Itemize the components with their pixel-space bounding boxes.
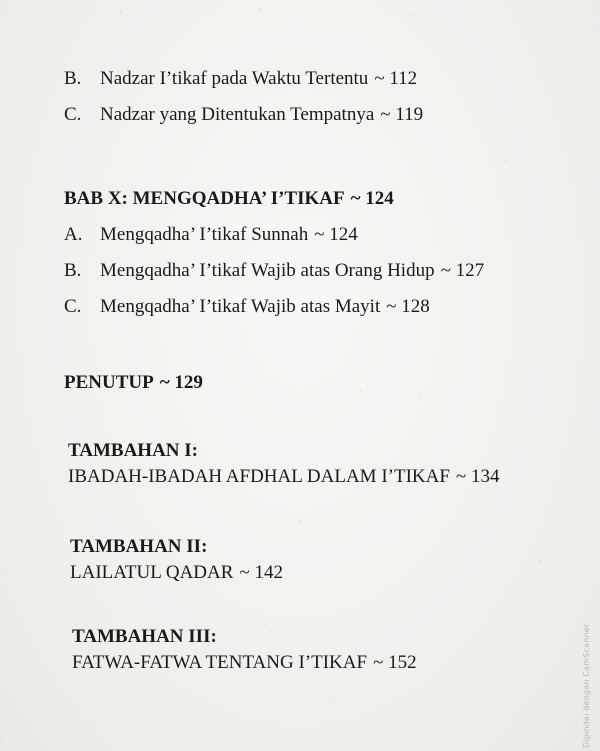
entry-title: Mengqadha’ I’tikaf Wajib atas Mayit <box>100 296 381 317</box>
appendix-label-text: TAMBAHAN II: <box>70 536 208 557</box>
appendix-page-number: 152 <box>388 652 417 673</box>
entry-page-number: 128 <box>401 296 430 317</box>
toc-entry <box>64 260 484 282</box>
appendix-title: IBADAH-IBADAH AFDHAL DALAM I’TIKAF <box>68 466 450 487</box>
entry-page-number: 124 <box>329 224 358 245</box>
toc-entry <box>64 296 430 318</box>
entry-separator: ~ <box>380 104 391 125</box>
entry-separator: ~ <box>440 260 451 281</box>
closing-heading <box>64 372 203 394</box>
entry-separator: ~ <box>386 296 397 317</box>
scanner-watermark: Dipindai dengan CamScanner <box>582 623 591 748</box>
appendix-title: LAILATUL QADAR <box>70 562 234 583</box>
appendix-label-text: TAMBAHAN III: <box>72 626 217 647</box>
entry-letter: B. <box>64 68 82 89</box>
entry-title: Nadzar I’tikaf pada Waktu Tertentu <box>100 68 369 89</box>
closing-separator: ~ <box>159 372 170 393</box>
closing-title: PENUTUP <box>64 372 154 393</box>
entry-separator: ~ <box>314 224 325 245</box>
chapter-heading <box>64 188 394 210</box>
appendix-page-number: 134 <box>470 466 500 487</box>
toc-entry <box>64 224 358 246</box>
entry-letter: A. <box>64 224 83 245</box>
entry-title: Nadzar yang Ditentukan Tempatnya <box>100 104 375 125</box>
appendix-separator: ~ <box>455 466 467 487</box>
appendix-separator: ~ <box>239 562 250 583</box>
entry-letter: C. <box>64 104 82 125</box>
entry-separator: ~ <box>374 68 385 89</box>
entry-page-number: 119 <box>395 104 424 125</box>
entry-letter: B. <box>64 260 82 281</box>
appendix-label <box>72 626 217 648</box>
appendix-entry <box>72 652 417 674</box>
appendix-page-number: 142 <box>254 562 283 583</box>
entry-title: Mengqadha’ I’tikaf Wajib atas Orang Hidup <box>100 260 435 281</box>
toc-entry <box>64 68 417 90</box>
appendix-separator: ~ <box>373 652 384 673</box>
entry-letter: C. <box>64 296 82 317</box>
appendix-entry <box>68 466 499 488</box>
entry-page-number: 127 <box>455 260 485 281</box>
chapter-title: BAB X: MENGQADHA’ I’TIKAF <box>64 188 345 209</box>
chapter-page-number: 124 <box>365 188 394 209</box>
appendix-entry <box>70 562 283 584</box>
entry-title: Mengqadha’ I’tikaf Sunnah <box>100 224 309 245</box>
entry-page-number: 112 <box>389 68 418 89</box>
closing-page-number: 129 <box>174 372 203 393</box>
appendix-title: FATWA-FATWA TENTANG I’TIKAF <box>72 652 368 673</box>
appendix-label <box>70 536 207 558</box>
appendix-label-text: TAMBAHAN I: <box>68 440 199 461</box>
toc-entry <box>64 104 423 126</box>
chapter-separator: ~ <box>350 188 361 209</box>
appendix-label <box>68 440 198 462</box>
